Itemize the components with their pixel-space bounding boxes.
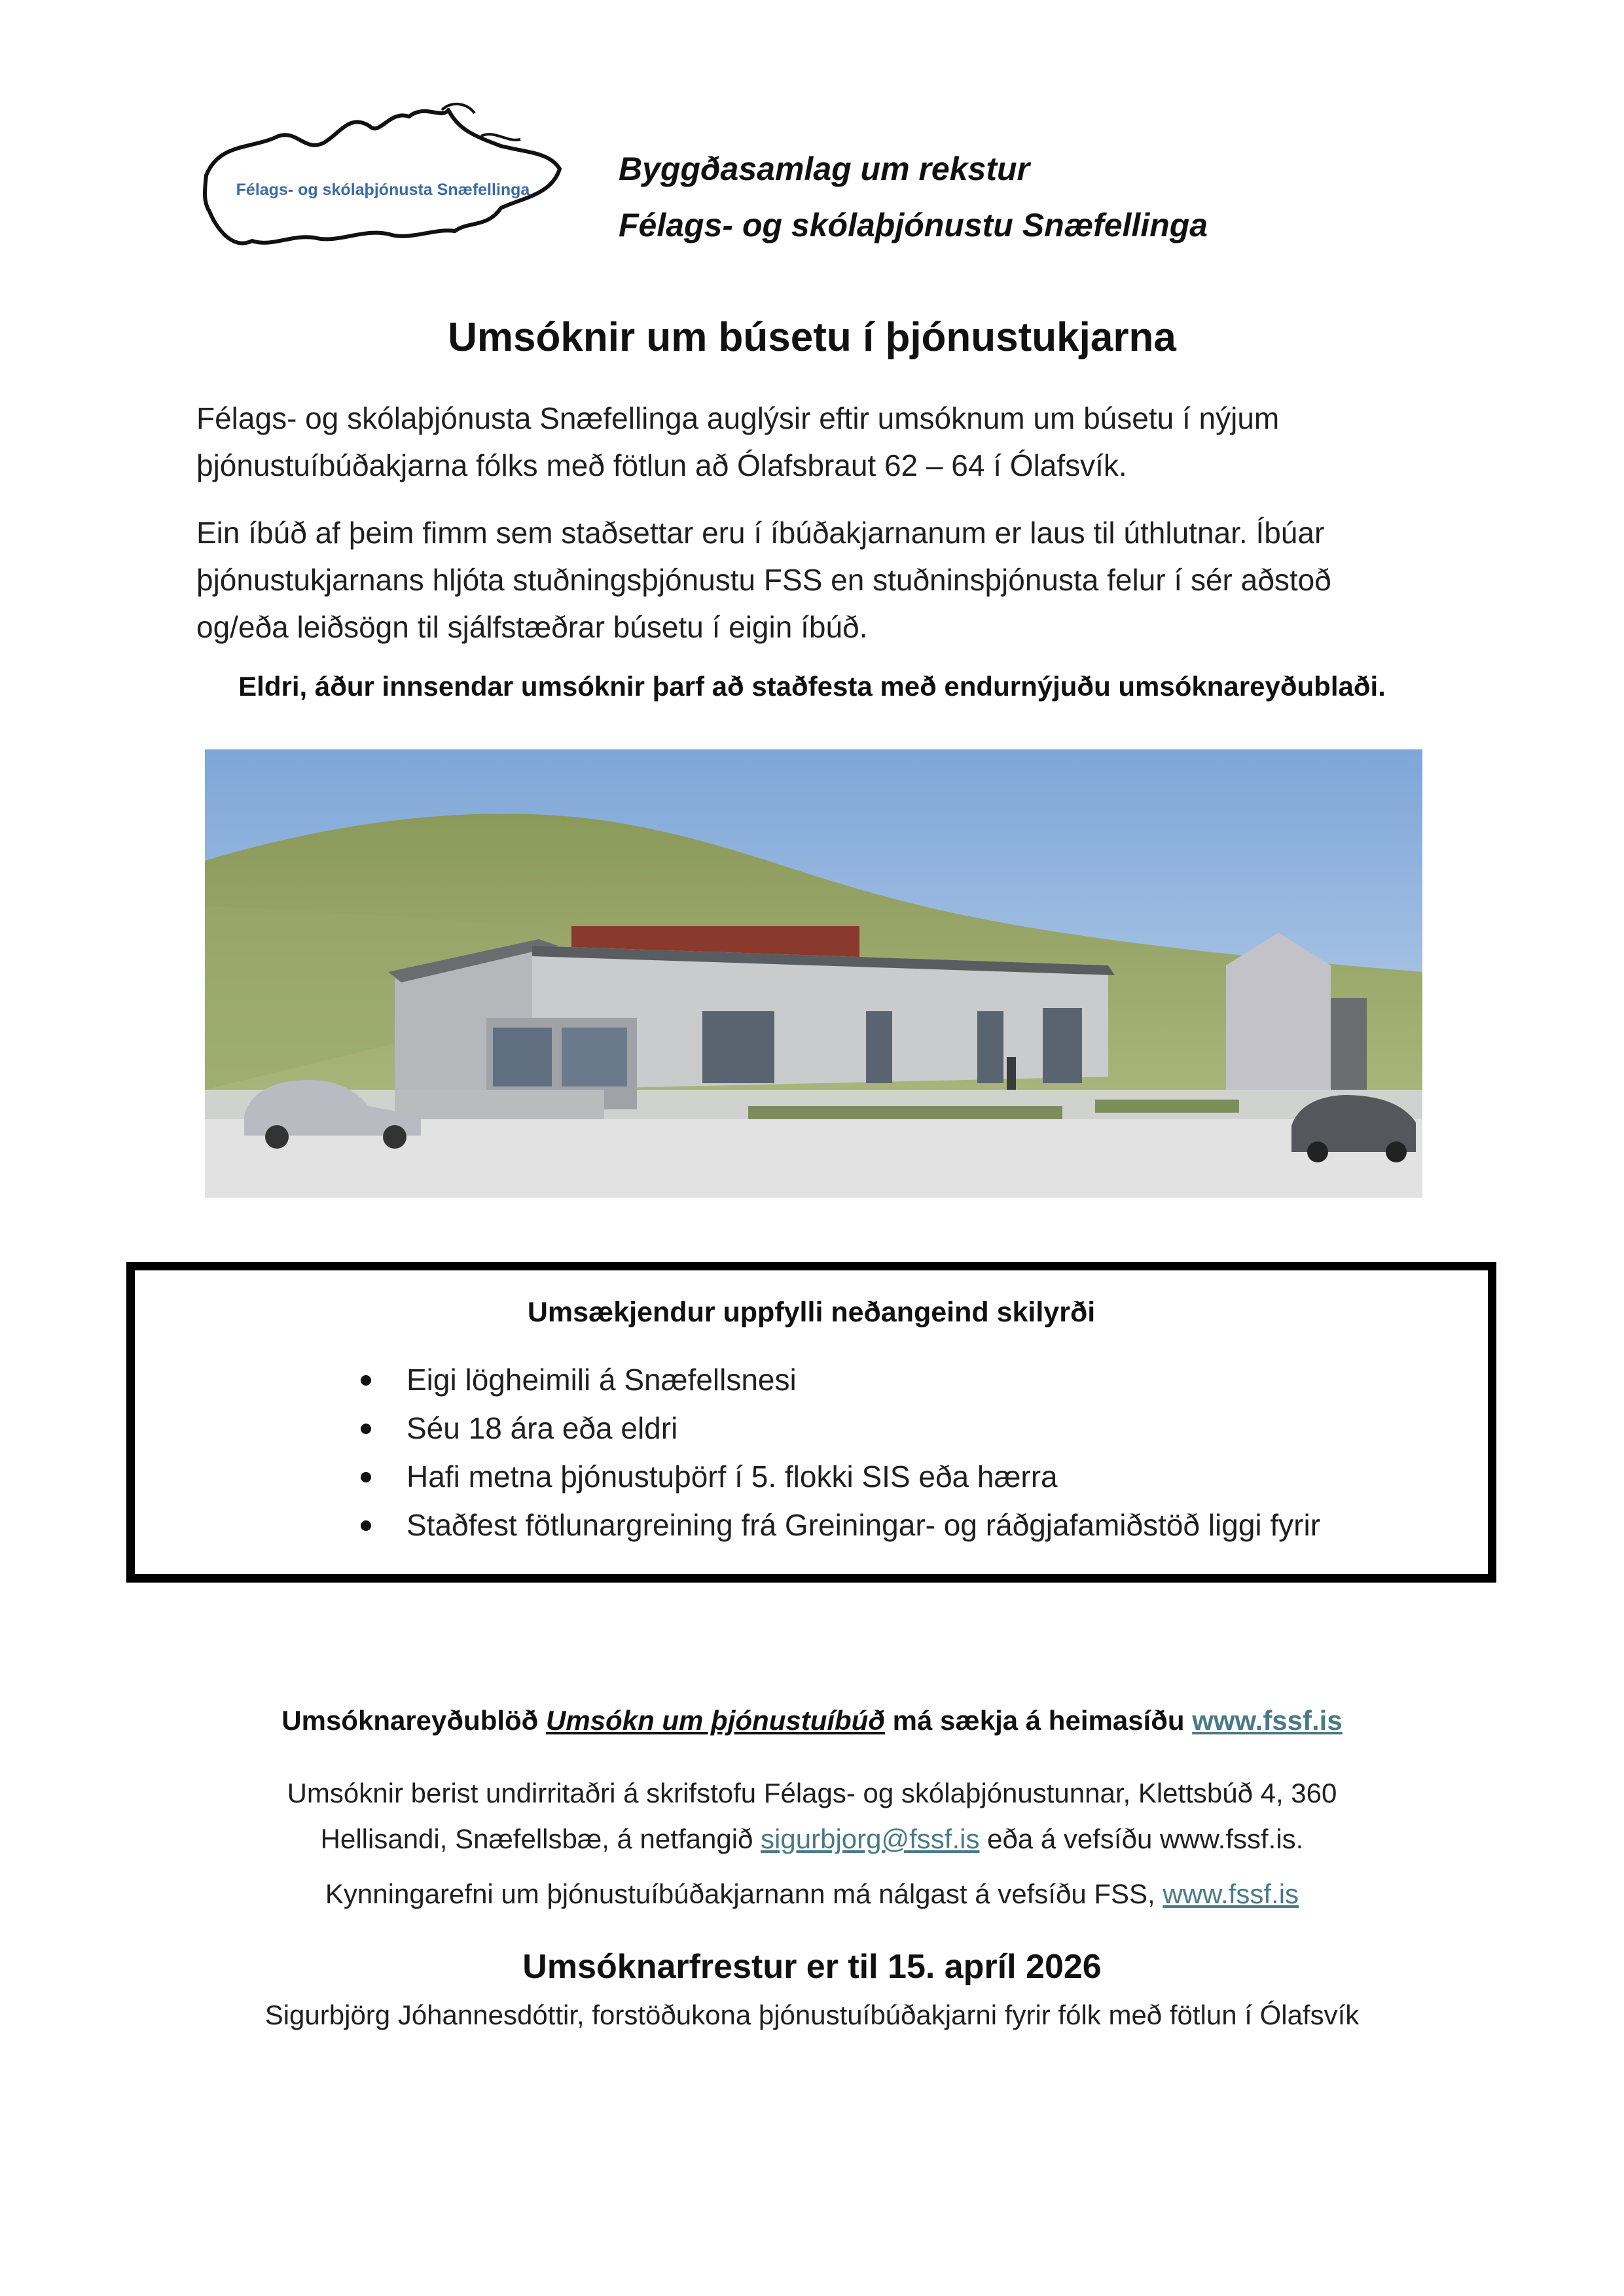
intro-paragraph-1 (196, 395, 1440, 489)
org-line-1: Byggðasamlag um rekstur (619, 151, 1030, 187)
text-line: Félags- og skólaþjónusta Snæfellinga auglýsir eftir umsóknum um búsetu í nýjum (196, 401, 1280, 435)
text-line: þjónustuíbúðakjarna fólks með fötlun að Ólafsbraut 62 – 64 í Ólafsvík. (196, 448, 1127, 482)
forms-line (0, 1705, 1624, 1736)
requirements-title: Umsækjendur uppfylli neðangeind skilyrði (527, 1297, 1096, 1328)
logo-text: Félags- og skólaþjónusta Snæfellinga (236, 181, 530, 199)
text-line: Ein íbúð af þeim fimm sem staðsettar eru í íbúðakjarnanum er laus til úthlutnar. Íbúar (196, 516, 1325, 550)
renewal-notice: Eldri, áður innsendar umsóknir þarf að staðfesta með endurnýjuðu umsóknareyðublaði. (238, 671, 1386, 702)
forms-prefix: Umsóknareyðublöð (281, 1705, 547, 1736)
text-line: þjónustukjarnans hljóta stuðningsþjónustu FSS en stuðninsþjónusta felur í sér aðstoð (196, 563, 1331, 597)
requirements-box (126, 1262, 1496, 1583)
building-illustration (205, 749, 1422, 1198)
intro-paragraph-2 (196, 509, 1440, 651)
text-line: og/eða leiðsögn til sjálfstæðrar búsetu í eigin íbúð. (196, 610, 868, 644)
snaefellsnes-map-icon (193, 97, 573, 254)
fss-website-link[interactable]: www.fssf.is (1163, 1878, 1299, 1909)
list-item: Hafi metna þjónustuþörf í 5. flokki SIS eða hærra (361, 1452, 1320, 1501)
text-line (0, 1816, 1624, 1862)
submit-suffix: eða á vefsíðu www.fssf.is. (979, 1823, 1304, 1854)
list-item: Séu 18 ára eða eldri (361, 1404, 1320, 1452)
page-title: Umsóknir um búsetu í þjónustukjarna (448, 315, 1176, 360)
submit-prefix: Hellisandi, Snæfellsbæ, á netfangið (320, 1823, 761, 1854)
email-link[interactable]: sigurbjorg@fssf.is (761, 1823, 980, 1854)
signature: Sigurbjörg Jóhannesdóttir, forstöðukona þjónustuíbúðakjarni fyrir fólk með fötlun í Ólafsvík (264, 2000, 1360, 2030)
info-line (0, 1878, 1624, 1910)
list-item: Eigi lögheimili á Snæfellsnesi (361, 1355, 1320, 1404)
organization-name (619, 141, 1208, 253)
text-line: Umsóknir berist undirritaðri á skrifstofu Félags- og skólaþjónustunnar, Klettsbúð 4, 360 (287, 1778, 1337, 1808)
application-deadline: Umsóknarfrestur er til 15. apríl 2026 (522, 1948, 1102, 1986)
org-line-2: Félags- og skólaþjónustu Snæfellinga (619, 207, 1208, 243)
info-prefix: Kynningarefni um þjónustuíbúðakjarnann má nálgast á vefsíðu FSS, (325, 1878, 1163, 1909)
requirements-list (361, 1355, 1320, 1549)
forms-middle: má sækja á heimasíðu (884, 1705, 1193, 1736)
list-item: Staðfest fötlunargreining frá Greiningar- og ráðgjafamiðstöð liggi fyrir (361, 1501, 1320, 1549)
fssf-website-link[interactable]: www.fssf.is (1192, 1705, 1343, 1736)
fss-logo (193, 97, 573, 254)
submission-info (0, 1770, 1624, 1862)
forms-title: Umsókn um þjónustuíbúð (546, 1705, 885, 1736)
